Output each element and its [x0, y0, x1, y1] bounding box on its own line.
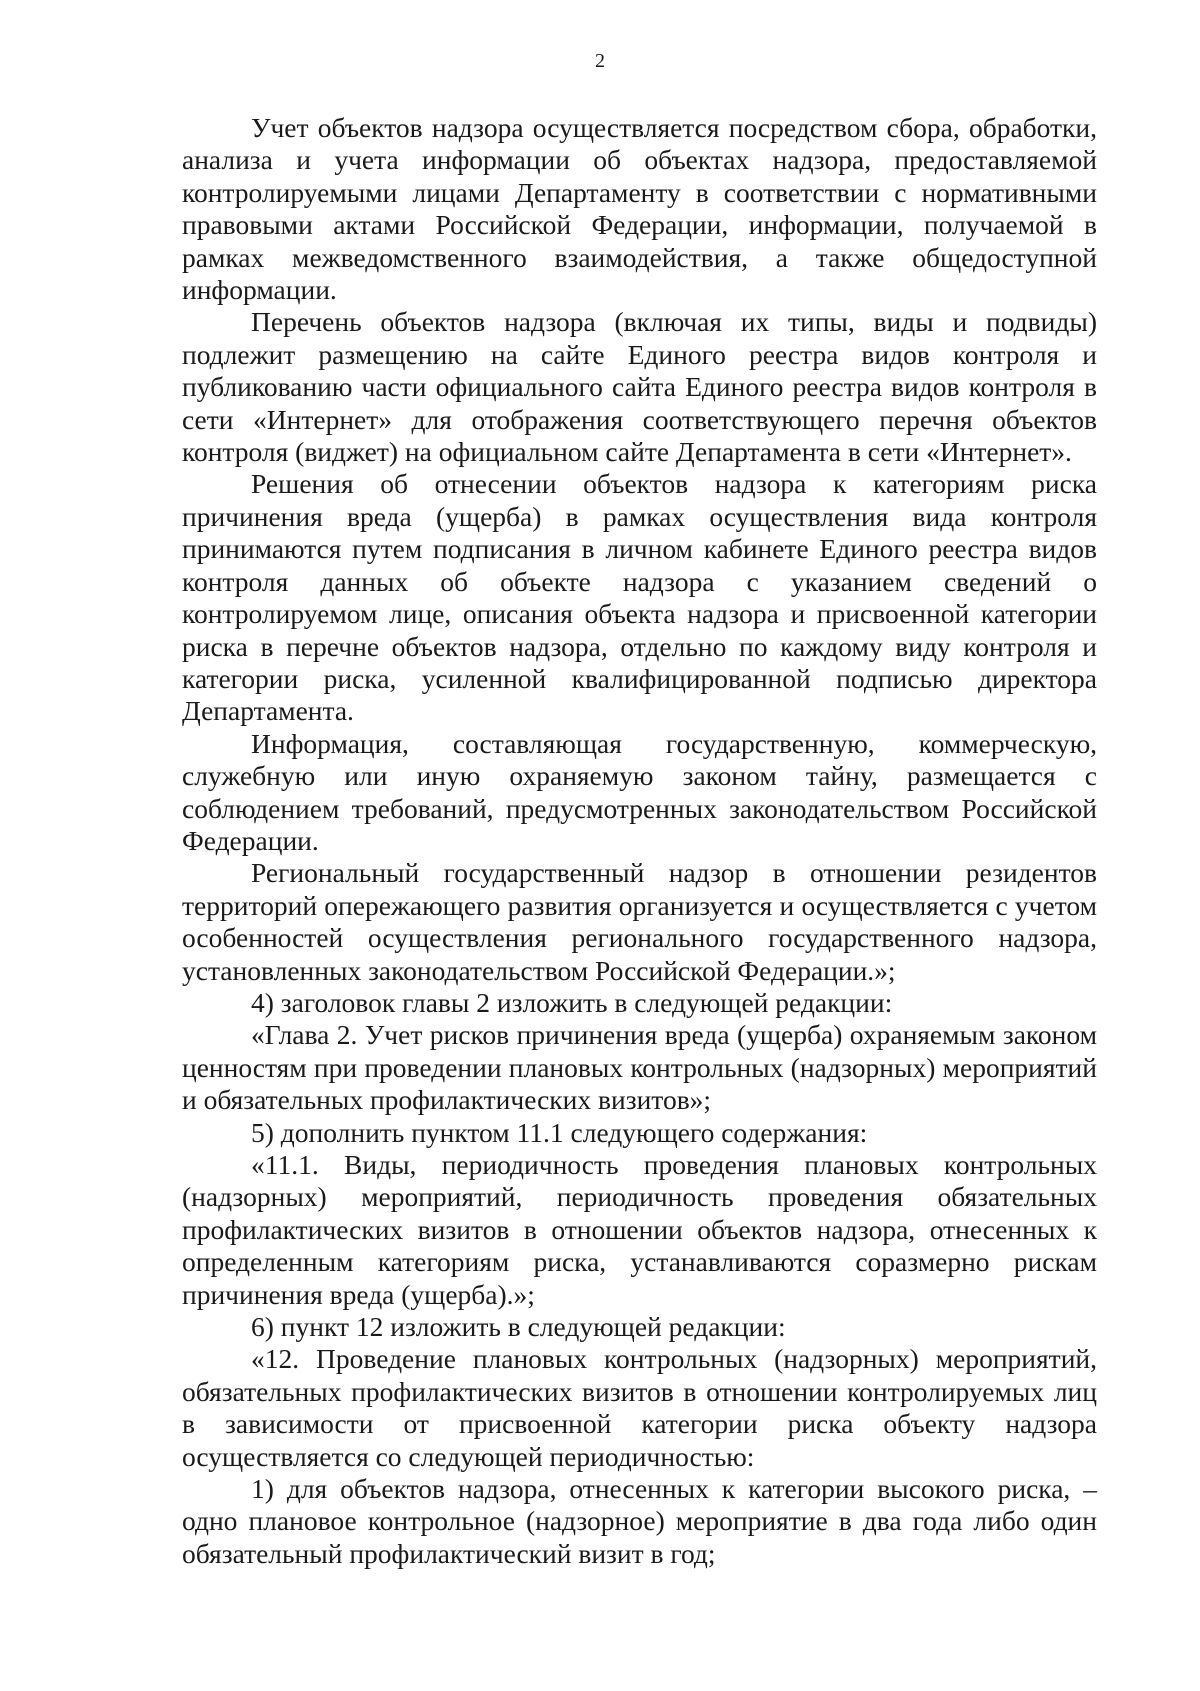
- paragraph-item-5: 5) дополнить пунктом 11.1 следующего содержания:: [251, 1116, 868, 1148]
- paragraph-clause-11-1: «11.1. Виды, периодичность проведения плановых контрольных (надзорных) мероприятий, периодичность проведения обязательных профилактических визитов в отношении объектов надзора, отнесенных к определенным категориям риска, устанавливаются соразмерно рискам причинения вреда (ущерба).»;: [182, 1149, 1097, 1310]
- page-number: 2: [595, 50, 605, 72]
- paragraph-chapter-2-title: «Глава 2. Учет рисков причинения вреда (ущерба) охраняемым законом ценностям при проведении плановых контрольных (надзорных) мероприятий и обязательных профилактических визитов»;: [182, 1019, 1097, 1116]
- paragraph-objects-list: Перечень объектов надзора (включая их типы, виды и подвиды) подлежит размещению на сайте Единого реестра видов контроля и публикованию части официального сайта Единого реестра видов контроля в сети «Интернет» для отображения соответствующего перечня объектов контроля (виджет) на официальном сайте Департамента в сети «Интернет».: [182, 306, 1097, 468]
- paragraph-secret-information: Информация, составляющая государственную, коммерческую, служебную или иную охраняемую законом тайну, размещается с соблюдением требований, предусмотренных законодательством Российской Федерации.: [182, 727, 1097, 856]
- paragraph-risk-decisions: Решения об отнесении объектов надзора к категориям риска причинения вреда (ущерба) в рамках осуществления вида контроля принимаются путем подписания в личном кабинете Единого реестра видов контроля данных об объекте надзора с указанием сведений о контролируемом лице, описания объекта надзора и присвоенной категории риска в перечне объектов надзора, отдельно по каждому виду контроля и категории риска, усиленной квалифицированной подписью директора Департамента.: [182, 468, 1097, 727]
- paragraph-regional-supervision: Региональный государственный надзор в отношении резидентов территорий опережающего развития организуется и осуществляется с учетом особенностей осуществления регионального государственного надзора, установленных законодательством Российской Федерации.»;: [182, 857, 1097, 986]
- document-body: [182, 112, 1097, 1570]
- paragraph-high-risk: 1) для объектов надзора, отнесенных к категории высокого риска, – одно плановое контрольное (надзорное) мероприятие в два года либо один обязательный профилактический визит в год;: [182, 1473, 1097, 1569]
- paragraph-item-4: 4) заголовок главы 2 изложить в следующей редакции:: [251, 986, 893, 1018]
- paragraph-accounting-objects: Учет объектов надзора осуществляется посредством сбора, обработки, анализа и учета информации об объектах надзора, предоставляемой контролируемыми лицами Департаменту в соответствии с нормативными правовыми актами Российской Федерации, информации, получаемой в рамках межведомственного взаимодействия, а также общедоступной информации.: [182, 112, 1097, 306]
- paragraph-item-6: 6) пункт 12 изложить в следующей редакции:: [251, 1311, 786, 1343]
- paragraph-clause-12: «12. Проведение плановых контрольных (надзорных) мероприятий, обязательных профилактических визитов в отношении контролируемых лиц в зависимости от присвоенной категории риска объекту надзора осуществляется со следующей периодичностью:: [182, 1343, 1097, 1472]
